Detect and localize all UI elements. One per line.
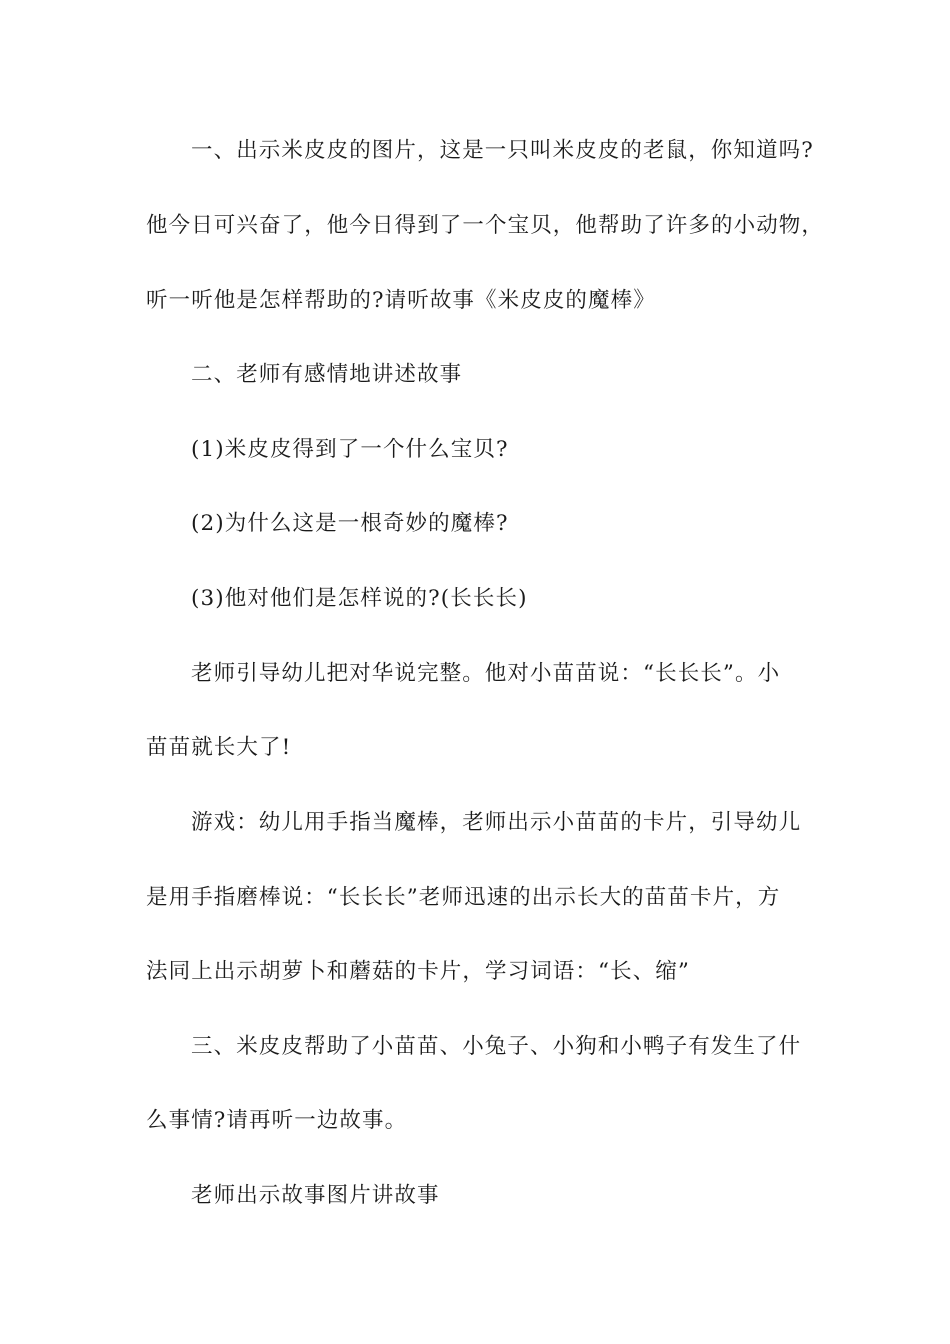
question-item: (3)他对他们是怎样说的?(长长长) [191,586,528,611]
paragraph-line: 是用手指磨棒说：“长长长”老师迅速的出示长大的苗苗卡片，方 [146,885,781,910]
paragraph-line: 法同上出示胡萝卜和蘑菇的卡片，学习词语：“长、缩” [146,959,690,984]
question-item: (2)为什么这是一根奇妙的魔棒? [191,511,509,536]
section-heading: 二、老师有感情地讲述故事 [191,362,463,387]
section-heading: 三、米皮皮帮助了小苗苗、小兔子、小狗和小鸭子有发生了什 [191,1034,802,1059]
paragraph-line: 老师出示故事图片讲故事 [191,1183,440,1208]
paragraph-line: 听一听他是怎样帮助的?请听故事《米皮皮的魔棒》 [146,288,656,313]
paragraph-line: 么事情?请再听一边故事。 [146,1108,408,1133]
paragraph-line: 一、出示米皮皮的图片，这是一只叫米皮皮的老鼠，你知道吗? [191,138,814,163]
paragraph-line: 老师引导幼儿把对华说完整。他对小苗苗说：“长长长”。小 [191,661,781,686]
paragraph-line: 他今日可兴奋了，他今日得到了一个宝贝，他帮助了许多的小动物， [146,213,825,238]
paragraph-line: 苗苗就长大了! [146,735,292,760]
paragraph-line: 游戏：幼儿用手指当魔棒，老师出示小苗苗的卡片，引导幼儿 [191,810,802,835]
question-item: (1)米皮皮得到了一个什么宝贝? [191,437,509,462]
